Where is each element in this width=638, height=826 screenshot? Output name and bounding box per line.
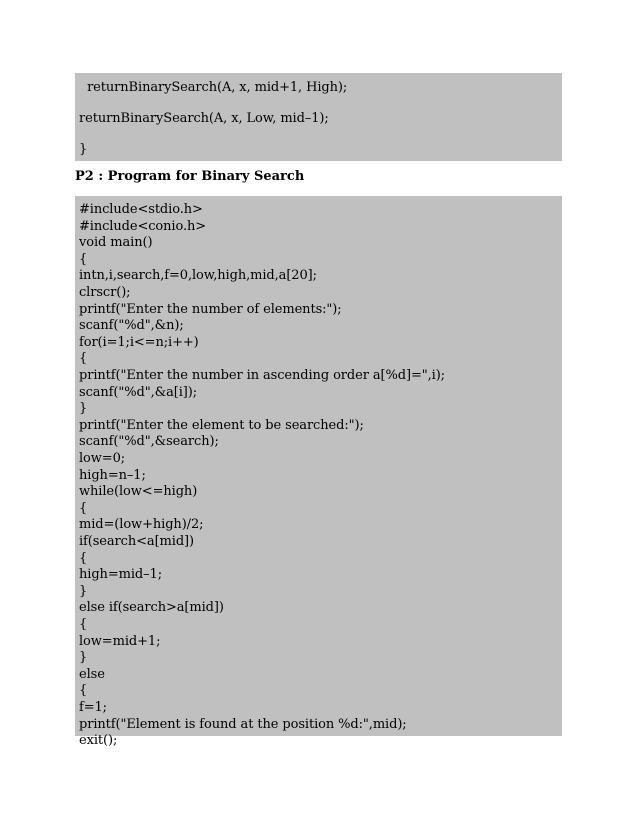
code-line: #include<conio.h> [79,218,207,234]
code-line: low=mid+1; [79,633,161,649]
code-line: #include<stdio.h> [79,202,203,217]
code-line: high=mid–1; [79,567,162,583]
code-line: f=1; [79,700,107,715]
code-line: void main() [79,235,153,251]
code-line: printf("Enter the element to be searched:"); [79,417,364,433]
code-line: clrscr(); [79,285,131,300]
code-line: returnBinarySearch(A, x, mid+1, High); [79,80,348,95]
code-line: printf("Enter the number of elements:"); [79,301,342,317]
code-line: scanf("%d",&search); [79,434,219,450]
code-line: printf("Enter the number in ascending order a[%d]=",i); [79,368,445,383]
code-line: high=n–1; [79,467,146,483]
code-line: while(low<=high) [79,484,198,500]
code-line: scanf("%d",&n); [79,318,184,334]
code-line: { [79,351,88,367]
code-line: } [79,142,88,157]
code-line: else if(search>a[mid]) [79,600,224,616]
code-line: } [79,401,88,417]
code-line: { [79,500,88,516]
code-line: } [79,583,88,599]
code-line: returnBinarySearch(A, x, Low, mid–1); [79,111,329,126]
code-line: { [79,683,88,699]
code-line: printf("Element is found at the position %d:",mid); [79,716,407,732]
code-line: for(i=1;i<=n;i++) [79,334,199,350]
code-line: if(search<a[mid]) [79,534,194,549]
code-line: { [79,617,88,632]
code-line: mid=(low+high)/2; [79,517,204,533]
code-line: exit(); [79,733,118,749]
code-line: { [79,251,88,267]
code-line: intn,i,search,f=0,low,high,mid,a[20]; [79,268,317,284]
code-line: else [79,666,105,682]
code-line: low=0; [79,451,126,466]
section-heading: P2 : Program for Binary Search [75,169,305,184]
code-line: } [79,650,88,666]
code-line: scanf("%d",&a[i]); [79,384,197,400]
code-line: { [79,550,88,566]
